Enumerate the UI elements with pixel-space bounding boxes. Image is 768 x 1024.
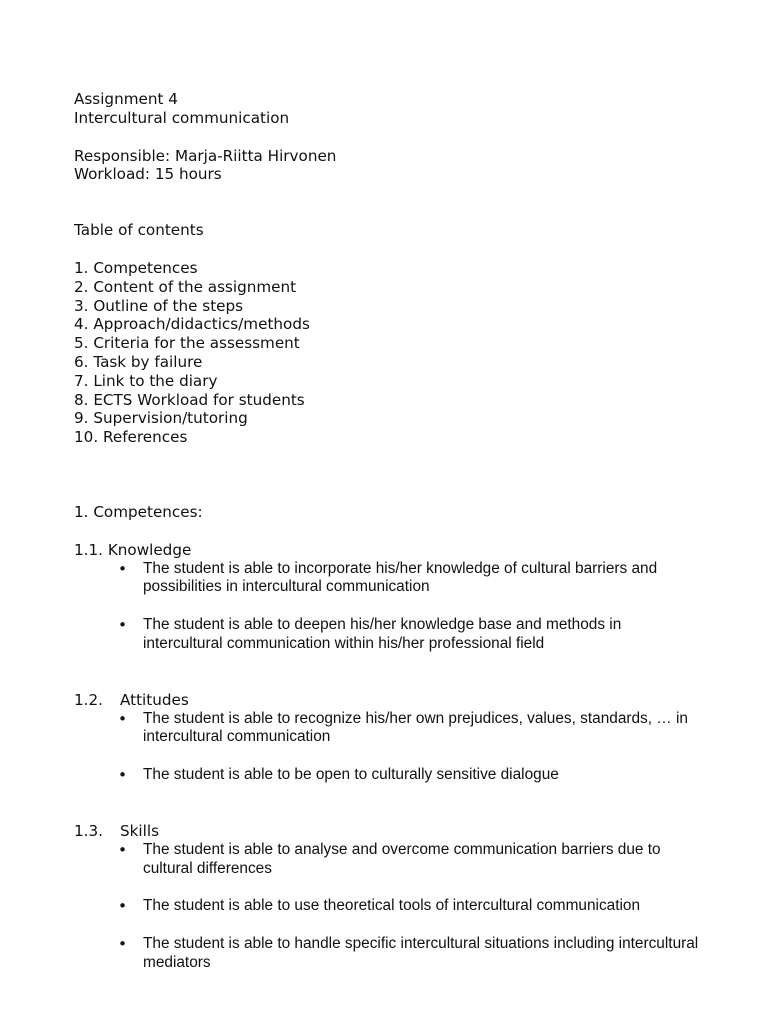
- skills-list: [74, 841, 714, 973]
- toc-list: [74, 259, 714, 447]
- section-title: Attitudes: [120, 690, 189, 709]
- competences-heading: 1. Competences:: [74, 502, 203, 521]
- toc-item: 1. Competences: [74, 258, 198, 277]
- assignment-title: Intercultural communication: [74, 108, 290, 127]
- list-item: • The student is able to recognize his/her own prejudices, values, standards, … in intercultural communication: [74, 710, 703, 748]
- section-title: Skills: [120, 821, 160, 840]
- list-item: • The student is able to deepen his/her knowledge base and methods in intercultural communication within his/her professional field: [74, 616, 703, 654]
- toc-item: 7. Link to the diary: [74, 371, 218, 390]
- toc-item: 4. Approach/didactics/methods: [74, 315, 310, 334]
- toc-item: 3. Outline of the steps: [74, 296, 244, 315]
- list-item: • The student is able to be open to culturally sensitive dialogue: [74, 766, 703, 785]
- toc-item: 2. Content of the assignment: [74, 277, 297, 296]
- list-item: • The student is able to analyse and overcome communication barriers due to cultural differences: [74, 841, 703, 879]
- section-heading-knowledge: [74, 541, 714, 560]
- document-page: [74, 90, 714, 973]
- toc-heading: Table of contents: [74, 221, 204, 240]
- section-number: 1.2.: [74, 690, 103, 709]
- responsible-line: Responsible: Marja-Riitta Hirvonen: [74, 146, 337, 165]
- toc-item: 5. Criteria for the assessment: [74, 334, 300, 353]
- toc-item: 8. ECTS Workload for students: [74, 390, 305, 409]
- section-number: 1.3.: [74, 821, 103, 840]
- section-heading-skills: [74, 822, 714, 841]
- section-number: 1.1.: [74, 540, 103, 559]
- list-item: • The student is able to incorporate his/her knowledge of cultural barriers and possibilities in intercultural communication: [74, 560, 703, 598]
- section-title: Knowledge: [107, 540, 192, 559]
- attitudes-list: [74, 710, 714, 785]
- workload-line: Workload: 15 hours: [74, 165, 222, 184]
- list-item: • The student is able to handle specific intercultural situations including intercultural mediators: [74, 935, 703, 973]
- section-heading-attitudes: [74, 691, 714, 710]
- toc-item: 6. Task by failure: [74, 352, 203, 371]
- toc-item: 9. Supervision/tutoring: [74, 409, 248, 428]
- assignment-number: Assignment 4: [74, 90, 178, 108]
- toc-item: 10. References: [74, 428, 188, 447]
- knowledge-list: [74, 560, 714, 654]
- list-item: • The student is able to use theoretical tools of intercultural communication: [74, 897, 703, 916]
